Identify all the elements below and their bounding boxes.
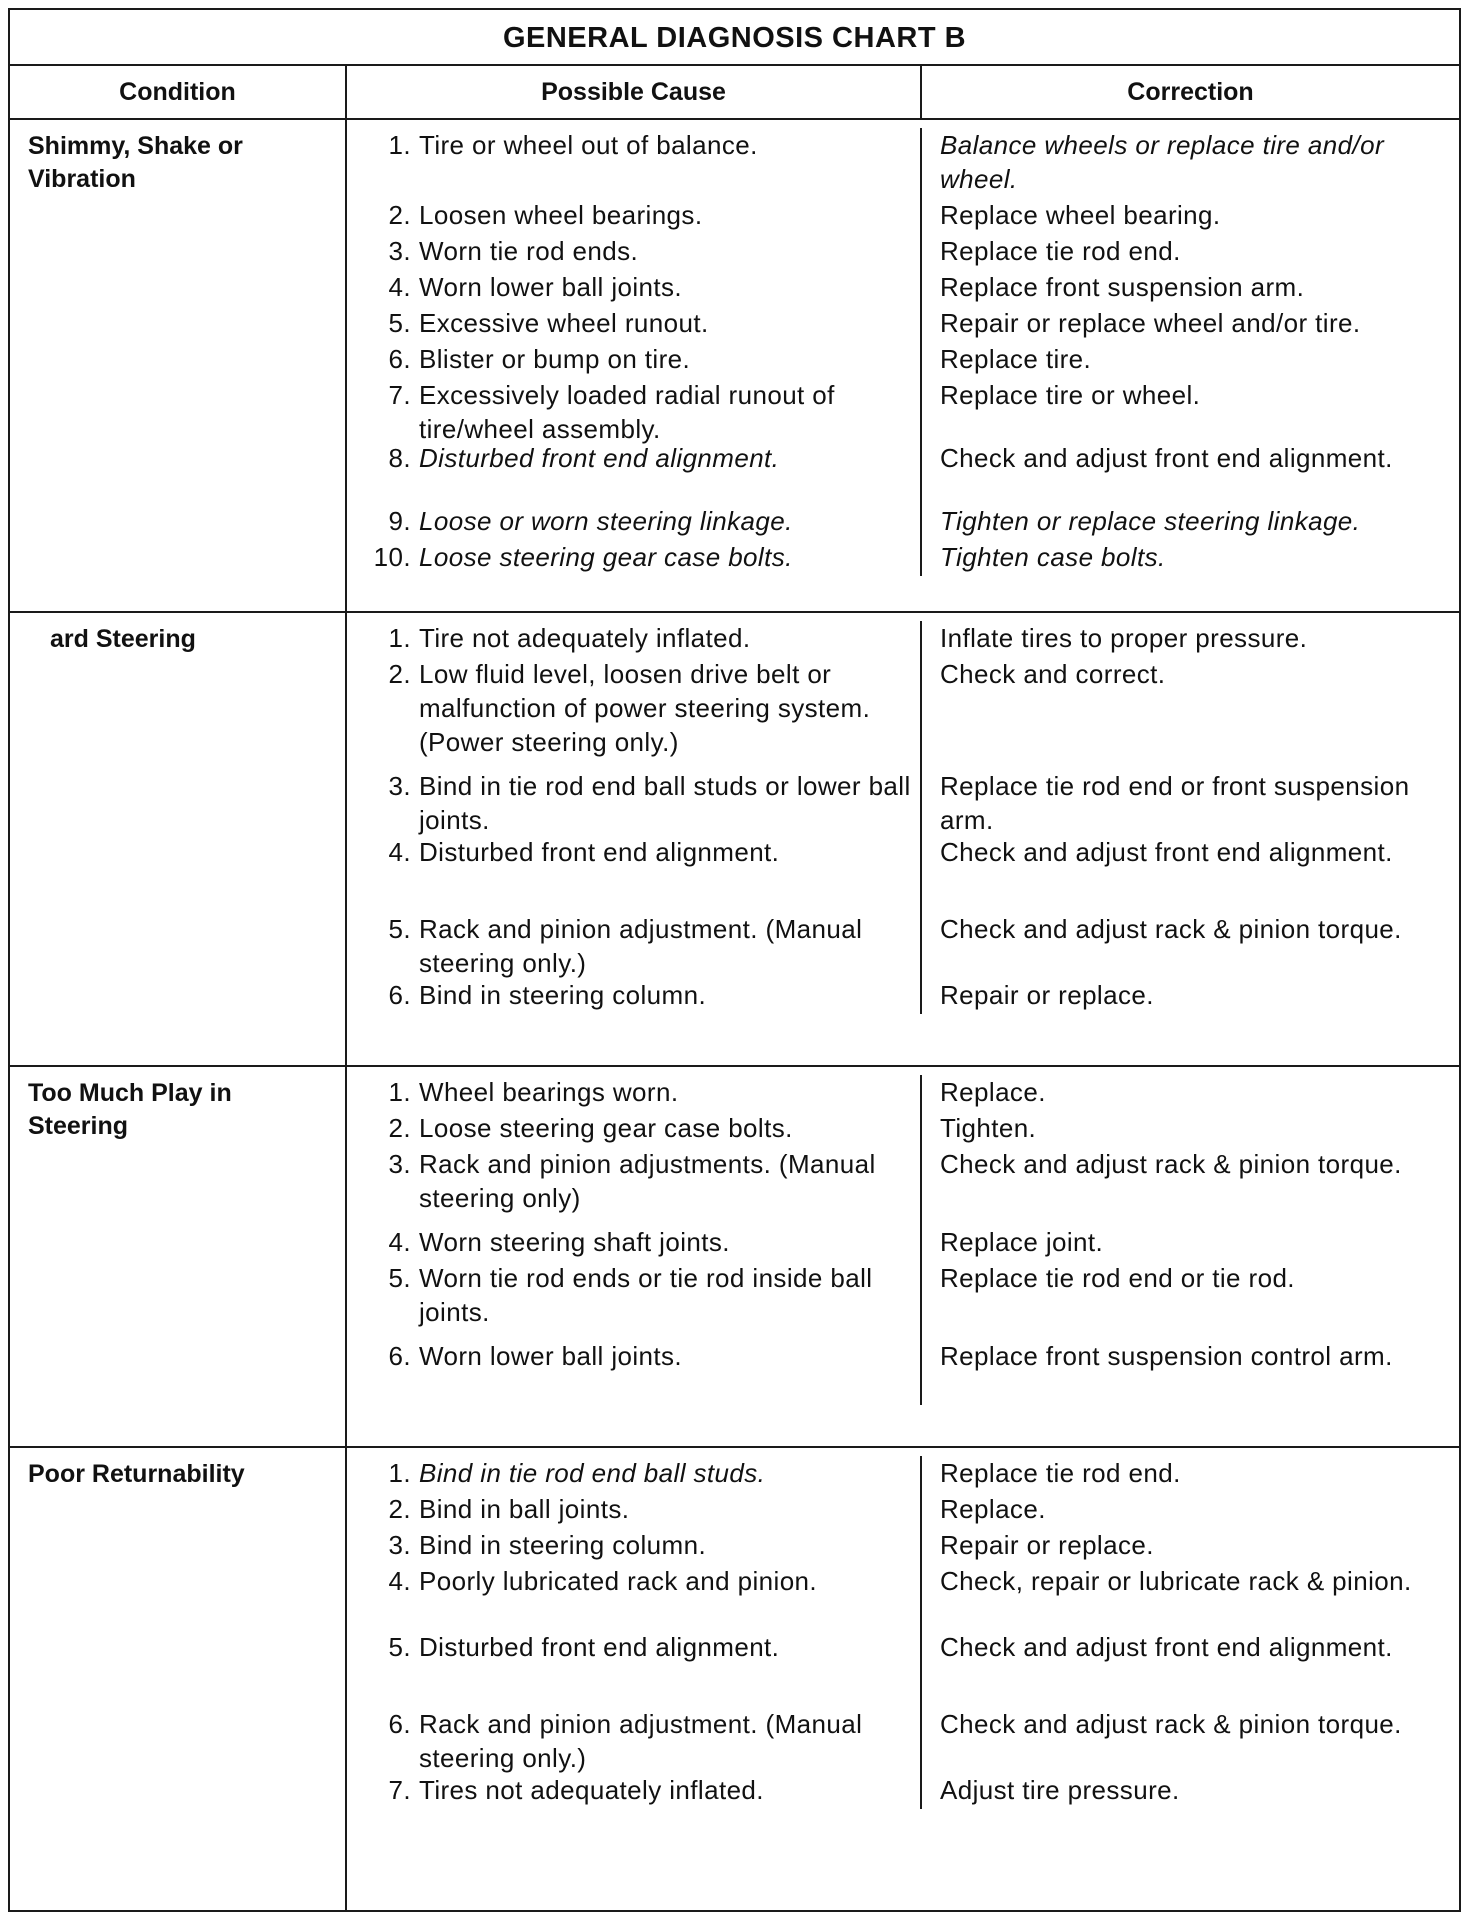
correction-text: Replace tie rod end or front suspension arm. [940,771,1410,835]
cause-text: Bind in tie rod end ball studs or lower ball joints. [419,771,911,835]
cause-number: 2. [388,200,411,230]
cause-number: 3. [388,236,411,266]
cause-text: Rack and pinion adjustment. (Manual steering only.) [419,914,863,978]
correction-text: Check and adjust front end alignment. [940,1632,1393,1662]
correction-text: Replace. [940,1077,1046,1107]
correction-text: Repair or replace wheel and/or tire. [940,308,1361,338]
correction-text: Check and adjust rack & pinion torque. [940,1709,1402,1739]
table-row [347,306,1459,342]
correction-text: Tighten or replace steering linkage. [940,506,1361,536]
table-row [347,1261,1459,1339]
cause-correction-rows [347,613,1459,1065]
cause-correction-rows [347,1448,1459,1910]
cause-number: 1. [388,623,411,653]
correction-text: Replace front suspension arm. [940,272,1305,302]
table-row [347,1225,1459,1261]
correction-text: Check and adjust rack & pinion torque. [940,1149,1402,1179]
table-row [347,1111,1459,1147]
cause-number: 6. [388,344,411,374]
cause-number: 5. [388,914,411,944]
cause-text: Worn lower ball joints. [419,272,683,302]
cause-text: Tire not adequately inflated. [419,623,751,653]
cause-text: Bind in tie rod end ball studs. [419,1458,766,1488]
table-row [347,441,1459,504]
condition-group-hard-steering [10,613,1459,1067]
cause-text: Wheel bearings worn. [419,1077,679,1107]
cause-text: Tires not adequately inflated. [419,1775,764,1805]
correction-text: Check and correct. [940,659,1166,689]
cause-number: 9. [388,506,411,536]
chart-title: GENERAL DIAGNOSIS CHART B [10,10,1459,66]
table-header [10,66,1459,120]
table-row [347,978,1459,1014]
cause-text: Poorly lubricated rack and pinion. [419,1566,818,1596]
table-row [347,835,1459,912]
correction-text: Replace tie rod end. [940,1458,1181,1488]
cause-number: 5. [388,1263,411,1293]
cause-text: Worn steering shaft joints. [419,1227,730,1257]
condition-group-too-much-play [10,1067,1459,1448]
table-row [347,912,1459,978]
condition-group-shimmy [10,120,1459,613]
cause-number: 6. [388,1709,411,1739]
cause-number: 3. [388,1530,411,1560]
table-row [347,621,1459,657]
cause-text: Bind in steering column. [419,1530,707,1560]
condition-label: ard Steering [10,613,347,1065]
table-row [347,1528,1459,1564]
correction-text: Replace front suspension control arm. [940,1341,1393,1371]
correction-text: Check and adjust rack & pinion torque. [940,914,1402,944]
correction-text: Replace wheel bearing. [940,200,1221,230]
cause-text: Disturbed front end alignment. [419,1632,780,1662]
correction-text: Replace tire or wheel. [940,380,1201,410]
correction-text: Replace tie rod end or tie rod. [940,1263,1295,1293]
cause-number: 10. [373,542,411,572]
table-row [347,1456,1459,1492]
table-row [347,1339,1459,1405]
table-row [347,198,1459,234]
condition-label: Too Much Play in Steering [10,1067,347,1446]
table-row [347,128,1459,198]
table-row [347,1773,1459,1809]
cause-number: 7. [388,1775,411,1805]
cause-text: Loose or worn steering linkage. [419,506,793,536]
cause-text: Disturbed front end alignment. [419,837,780,867]
cause-number: 2. [388,659,411,689]
condition-label: Shimmy, Shake or Vibration [10,120,347,611]
cause-text: Excessive wheel runout. [419,308,709,338]
table-row [347,342,1459,378]
table-row [347,1147,1459,1225]
table-row [347,769,1459,835]
cause-text: Bind in ball joints. [419,1494,630,1524]
cause-text: Loosen wheel bearings. [419,200,703,230]
cause-text: Rack and pinion adjustments. (Manual steering only) [419,1149,876,1213]
correction-text: Replace tie rod end. [940,236,1181,266]
correction-text: Repair or replace. [940,1530,1154,1560]
condition-group-poor-returnability [10,1448,1459,1910]
cause-text: Rack and pinion adjustment. (Manual steering only.) [419,1709,863,1773]
diagnosis-chart [8,8,1461,1912]
cause-text: Bind in steering column. [419,980,707,1010]
table-row [347,657,1459,769]
cause-number: 6. [388,980,411,1010]
cause-text: Blister or bump on tire. [419,344,691,374]
cause-number: 3. [388,771,411,801]
correction-text: Check and adjust front end alignment. [940,837,1393,867]
table-row [347,504,1459,540]
header-correction: Correction [1127,78,1254,106]
table-row [347,1492,1459,1528]
correction-text: Replace tire. [940,344,1092,374]
cause-text: Worn lower ball joints. [419,1341,683,1371]
correction-text: Adjust tire pressure. [940,1775,1180,1805]
table-row [347,1707,1459,1773]
correction-text: Balance wheels or replace tire and/or wheel. [940,130,1385,194]
cause-text: Tire or wheel out of balance. [419,130,758,160]
cause-number: 2. [388,1494,411,1524]
cause-text: Worn tie rod ends or tie rod inside ball joints. [419,1263,873,1327]
cause-number: 2. [388,1113,411,1143]
cause-number: 8. [388,443,411,473]
cause-text: Loose steering gear case bolts. [419,542,793,572]
table-row [347,270,1459,306]
correction-text: Check and adjust front end alignment. [940,443,1393,473]
correction-text: Check, repair or lubricate rack & pinion. [940,1566,1412,1596]
condition-label: Poor Returnability [10,1448,347,1910]
correction-text: Tighten case bolts. [940,542,1166,572]
cause-number: 6. [388,1341,411,1371]
cause-text: Excessively loaded radial runout of tire/wheel assembly. [419,380,835,444]
table-row [347,234,1459,270]
cause-number: 4. [388,1227,411,1257]
correction-text: Repair or replace. [940,980,1154,1010]
table-row [347,1630,1459,1707]
correction-text: Replace. [940,1494,1046,1524]
cause-text: Worn tie rod ends. [419,236,639,266]
cause-number: 1. [388,130,411,160]
cause-text: Low fluid level, loosen drive belt or malfunction of power steering system. (Power steering only.) [419,659,871,757]
header-condition: Condition [10,66,347,118]
cause-correction-rows [347,1067,1459,1446]
cause-number: 1. [388,1077,411,1107]
correction-text: Replace joint. [940,1227,1104,1257]
cause-number: 7. [388,380,411,410]
table-row [347,1564,1459,1630]
correction-text: Inflate tires to proper pressure. [940,623,1308,653]
cause-text: Disturbed front end alignment. [419,443,780,473]
cause-number: 5. [388,308,411,338]
cause-number: 4. [388,272,411,302]
cause-number: 4. [388,837,411,867]
table-row [347,378,1459,444]
cause-correction-rows [347,120,1459,611]
correction-text: Tighten. [940,1113,1037,1143]
table-row [347,1075,1459,1111]
cause-number: 5. [388,1632,411,1662]
cause-text: Loose steering gear case bolts. [419,1113,793,1143]
cause-number: 4. [388,1566,411,1596]
header-possible-cause: Possible Cause [347,66,922,118]
cause-number: 3. [388,1149,411,1179]
table-row [347,540,1459,576]
cause-number: 1. [388,1458,411,1488]
